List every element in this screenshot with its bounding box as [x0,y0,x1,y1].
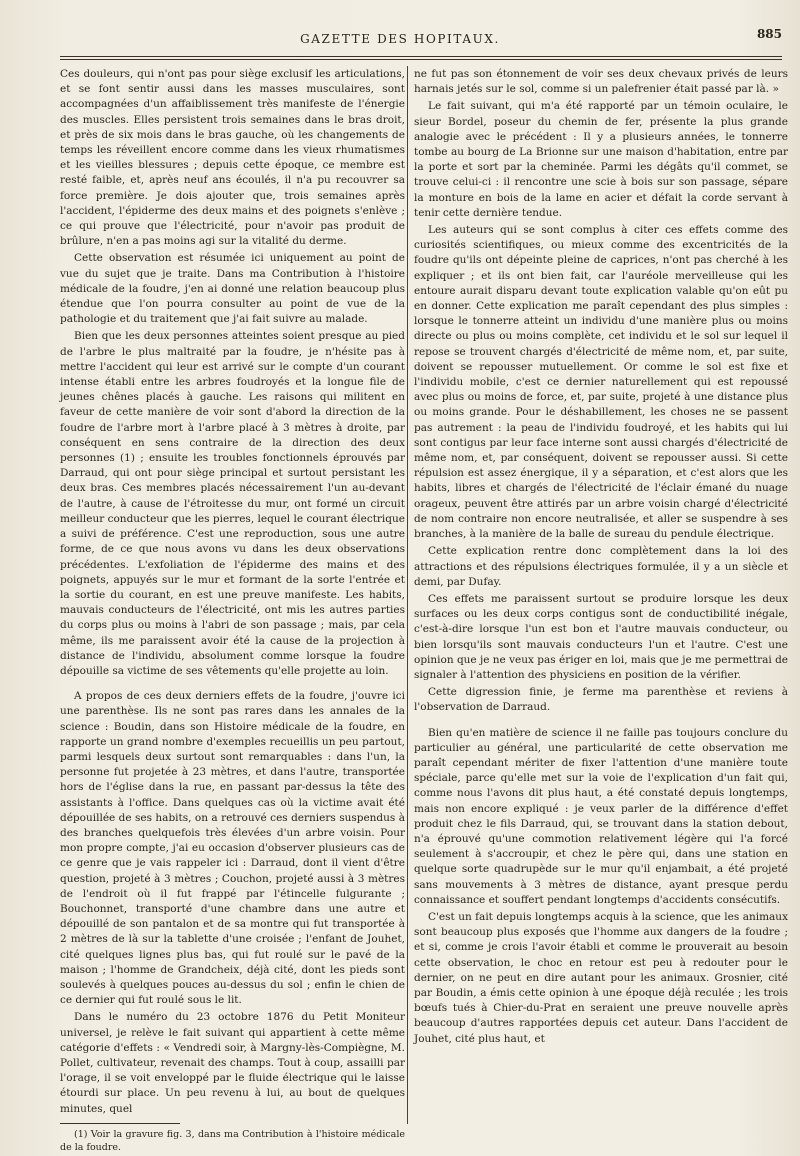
paragraph: Cette digression finie, je ferme ma parenthèse et reviens à l'observation de Darraud. [414,686,788,714]
paragraph: Les auteurs qui se sont complus à citer ces effets comme des curiosités scientifiques, ou mieux comme des excentricités de la foudre qu'ils ont dépeinte pleine de caprices, n'ont pas cherché à les expliquer ; et ils ont bien fait, car l'auréole merveilleuse qui les entoure aurait disparu devant toute explication valable qu'on eût pu en donner. Cette explication me paraît cependant des plus simples : lorsque le tonnerre atteint un individu d'une manière plus ou moins directe ou plus ou moins complète, cet individu et le sol sur lequel il repose se trouvent chargés d'électricité de même nom, et, par suite, doivent se repousser mutuellement. Or comme le sol est fixe et l'individu mobile, c'est ce dernier naturellement qui est repoussé avec plus ou moins de force, et, par suite, projeté à une distance plus ou moins grande. Pour le déshabillement, les choses ne se passent pas autrement : la peau de l'individu foudroyé, et les habits qui lui sont contigus par leur face interne sont aussi chargés d'électricité de même nom, et, par conséquent, doivent se repousser aussi. Si cette répulsion est assez énergique, il y a séparation, et c'est alors que les habits, libres et chargés de l'électricité de l'éclair émané du nuage orageux, peuvent être attirés par un arbre voisin chargé d'électricité de nom contraire non encore neutralisée, et aller se suspendre à ses branches, à la manière de la balle de sureau du pendule électrique. [414,224,788,541]
paragraph: Bien qu'en matière de science il ne faille pas toujours conclure du particulier au général, une particularité de cette observation me paraît cependant mériter de fixer l'attention d'une manière toute spéciale, parce qu'elle met sur la voie de l'explication d'un fait qui, comme nous l'avons dit plus haut, a été constaté depuis longtemps, mais non encore expliqué : je veux parler de la différence d'effet produit chez le fils Darraud, qui, se trouvant dans la station debout, n'a éprouvé qu'une commotion relativement légère qui l'a forcé seulement à s'accroupir, et chez le père qui, dans une station en quelque sorte quadrupède sur le mur qu'il enjambait, a été projeté sans mouvements à 3 mètres de distance, ayant presque perdu connaissance et souffert pendant longtemps d'accidents consécutifs. [414,726,788,906]
paragraph: Cette explication rentre donc complètement dans la loi des attractions et des répulsions électriques formulée, il y a un siècle et demi, par Dufay. [414,545,788,588]
footnote-rule [60,1123,180,1124]
paragraph: Dans le numéro du 23 octobre 1876 du Petit Moniteur universel, je relève le fait suivant qui appartient à cette même catégorie d'effets : « Vendredi soir, à Margny-lès-Compiègne, M. Pollet, cultivateur, revenait des champs. Tout à coup, assailli par l'orage, il se voit enveloppé par le fluide électrique qui le laisse étourdi sur place. Un peu revenu à lui, au bout de quelques minutes, quel [60,1011,405,1115]
paragraph: Ces effets me paraissent surtout se produire lorsque les deux surfaces ou les deux corps contigus sont de conductibilité inégale, c'est-à-dire lorsque l'un est bon et l'autre mauvais conducteur, ou bien lorsqu'ils sont mauvais conducteurs l'un et l'autre. C'est une opinion que je ne veux pas ériger en loi, mais que je me permettrai de signaler à l'attention des physiciens en position de la vérifier. [414,592,789,681]
running-title: GAZETTE DES HOPITAUX. [300,32,500,46]
paragraph: Ces douleurs, qui n'ont pas pour siège exclusif les articulations, et se font sentir aussi dans les masses musculaires, sont accompagnées d'un affaiblissement très manifeste de l'énergie des muscles. Elles persistent trois semaines dans le bras droit, et près de six mois dans le bras gauche, où les changements de temps les réveillent encore comme dans les vieux rhumatismes et les vieilles blessures ; depuis cette époque, ce membre est resté faible, et, après neuf ans écoulés, il n'a pu recouvrer sa force première. Je dois ajouter que, trois semaines après l'accident, l'épiderme des deux mains et des poignets s'enlève ; ce qui prouve que l'électricité, pour n'avoir pas produit de brûlure, n'en a pas moins agi sur la vitalité du derme. [60,68,405,248]
paragraph: C'est un fait depuis longtemps acquis à la science, que les animaux sont beaucoup plus exposés que l'homme aux dangers de la foudre ; et si, comme je crois l'avoir établi et comme le prouverait au besoin cette observation, le choc en retour est peu à redouter pour le dernier, on ne peut en dire autant pour les animaux. Grosnier, cité par Boudin, a émis cette opinion à une époque déjà reculée ; les trois bœufs tués à Chier-du-Prat en seraient une preuve nouvelle après beaucoup d'autres rapportées depuis cet auteur. Dans l'accident de Jouhet, cité plus haut, et [414,910,788,1045]
page-number: 885 [756,27,782,41]
header-rule [60,59,782,60]
paragraph: Le fait suivant, qui m'a été rapporté par un témoin oculaire, le sieur Bordel, poseur du chemin de fer, présente la plus grande analogie avec le précédent : Il y a plusieurs années, le tonnerre tombe au bourg de La Brionne sur une maison d'habitation, entre par la porte et sort par la cheminée. Parmi les dégâts qu'il commet, se trouve celui-ci : il rencontre une scie à bois sur son passage, sépare la monture en bois de la lame en acier et défait la corde servant à tenir cette dernière tendue. [414,100,788,219]
paragraph: ne fut pas son étonnement de voir ses deux chevaux privés de leurs harnais jetés sur le sol, comme si un palefrenier était passé par là. » [414,68,788,96]
footnote: (1) Voir la gravure fig. 3, dans ma Contribution à l'histoire médicale de la foudre. [60,1128,405,1153]
paragraph: Bien que les deux personnes atteintes soient presque au pied de l'arbre le plus maltraité par la foudre, je n'hésite pas à mettre l'accident qui leur est arrivé sur le compte d'un courant intense établi entre les arbres foudroyés et la longue file de jeunes chênes placés à gauche. Les raisons qui militent en faveur de cette manière de voir sont d'abord la direction de la foudre de l'arbre mort à l'arbre placé à 3 mètres à droite, par conséquent en sens contraire de la direction des deux personnes (1) ; ensuite les troubles fonctionnels éprouvés par Darraud, qui ont pour siège principal et surtout persistant les deux bras. Ces membres placés nécessairement l'un au-devant de l'autre, à cause de l'étroitesse du mur, ont formé un circuit meilleur conducteur que les pierres, lequel le courant électrique a suivi de préférence. C'est une reproduction, sous une autre forme, de ce que nous avons vu dans les deux observations précédentes. L'exfoliation de l'épiderme des mains et des poignets, appuyés sur le mur et formant de la sorte l'entrée et la sortie du courant, en est une preuve manifeste. Les habits, mauvais conducteurs de l'électricité, ont mis les autres parties du corps plus ou moins à l'abri de son passage ; mais, par cela même, ils me paraissent avoir été la cause de la projection à distance de l'individu, absolument comme lorsque la foudre dépouille sa victime de ses vêtements qu'elle projette au loin. [60,330,405,677]
header-rule [60,56,782,57]
column-divider [407,66,408,1124]
left-column [60,67,405,1153]
paragraph: A propos de ces deux derniers effets de la foudre, j'ouvre ici une parenthèse. Ils ne sont pas rares dans les annales de la science : Boudin, dans son Histoire médicale de la foudre, en rapporte un grand nombre d'exemples recueillis un peu partout, parmi lesquels deux surtout sont remarquables : dans l'un, la personne fut projetée à 23 mètres, et dans l'autre, transportée hors de l'église dans la rue, en passant par-dessus la tête des assistants à l'office. Dans quelques cas où la victime avait été dépouillée de ses habits, on a retrouvé ces derniers suspendus à des branches quelquefois très élevées d'un arbre voisin. Pour mon propre compte, j'ai eu occasion d'observer plusieurs cas de ce genre que je vais rappeler ici : Darraud, dont il vient d'être question, projeté à 3 mètres ; Couchon, projeté aussi à 3 mètres de l'endroit où il fut frappé par l'étincelle fulgurante ; Bouchonnet, transporté d'une chambre dans une autre et dépouillé de son pantalon et de sa montre qui fut transportée à 2 mètres de là sur la tablette d'une croisée ; l'enfant de Jouhet, cité quelques lignes plus bas, qui fut roulé sur le pavé de la maison ; l'homme de Grandcheix, déjà cité, dont les pieds sont soulevés à quelques pouces au-dessus du sol ; enfin le chien de ce dernier qui fut roulé sous le lit. [60,690,405,1007]
right-column [414,67,788,1127]
paragraph: Cette observation est résumée ici uniquement au point de vue du sujet que je traite. Dans ma Contribution à l'histoire médicale de la foudre, j'en ai donné une relation beaucoup plus étendue que l'on pourra consulter au point de vue de la pathologie et du traitement que j'ai fait suivre au malade. [60,252,405,326]
